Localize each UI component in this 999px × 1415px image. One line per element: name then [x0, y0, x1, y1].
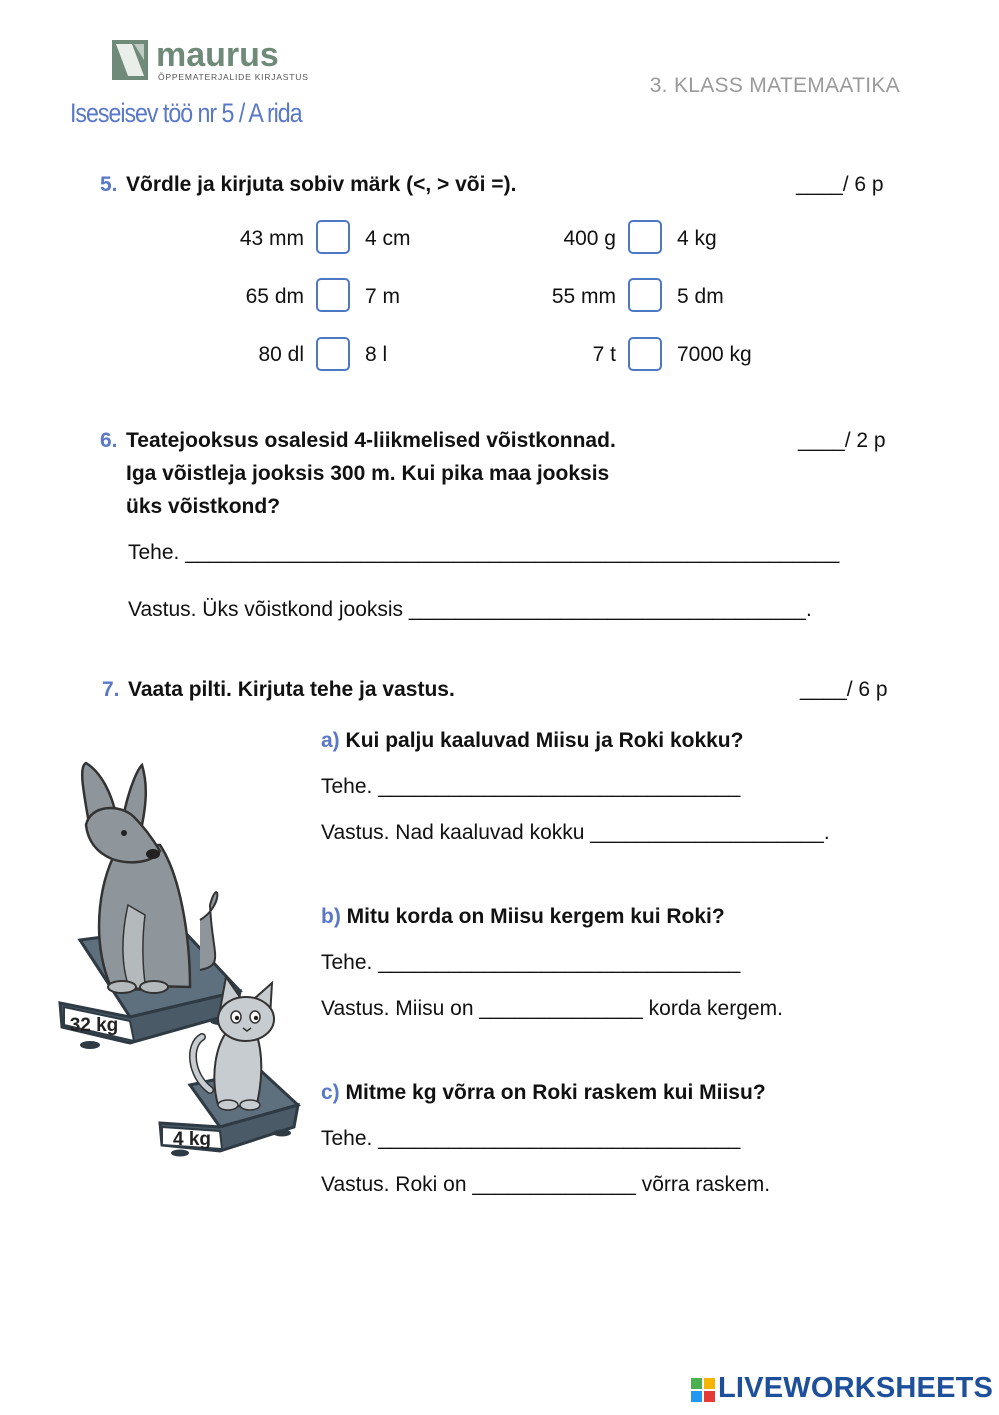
compare-left: 55 mm — [551, 285, 616, 308]
compare-right: 5 dm — [677, 285, 724, 308]
compare-answer-box[interactable] — [628, 278, 662, 312]
task7-number: 7. — [102, 678, 120, 701]
subject-label: 3. KLASS MATEMAATIKA — [649, 74, 900, 97]
compare-right: 8 l — [365, 343, 388, 366]
task7a-question-text: Kui palju kaaluvad Miisu ja Roki kokku? — [345, 729, 744, 752]
dog-and-cat-on-scales-illustration — [50, 755, 310, 1175]
liveworksheets-icon — [690, 1377, 716, 1403]
compare-right: 4 kg — [677, 227, 717, 250]
compare-right: 4 cm — [365, 227, 411, 250]
task7-points: ____/ 6 p — [800, 678, 888, 701]
task6-tehe-line[interactable]: Tehe. ________________________________________________________ — [128, 541, 840, 564]
compare-answer-box[interactable] — [316, 278, 350, 312]
task7a-letter: a) — [321, 729, 340, 752]
task6-number: 6. — [100, 429, 118, 452]
compare-answer-box[interactable] — [628, 220, 662, 254]
task7b-question — [321, 900, 725, 933]
task6-points: ____/ 2 p — [798, 429, 886, 452]
compare-left: 400 g — [563, 227, 616, 250]
task7c-tehe-line[interactable]: Tehe. _______________________________ — [321, 1127, 741, 1150]
compare-left: 80 dl — [258, 343, 304, 366]
task7b-tehe-line[interactable]: Tehe. _______________________________ — [321, 951, 741, 974]
task7b-letter: b) — [321, 905, 341, 928]
task7c-question-text: Mitme kg võrra on Roki raskem kui Miisu? — [345, 1081, 766, 1104]
compare-answer-box[interactable] — [316, 220, 350, 254]
task7b-question-text: Mitu korda on Miisu kergem kui Roki? — [346, 905, 725, 928]
task7a-tehe-line[interactable]: Tehe. _______________________________ — [321, 775, 741, 798]
compare-left: 43 mm — [239, 227, 304, 250]
liveworksheets-brand[interactable]: LIVEWORKSHEETS — [718, 1372, 994, 1404]
task7b-vastus-line[interactable]: Vastus. Miisu on ______________ korda kergem. — [321, 997, 783, 1020]
task5-points: ____/ 6 p — [796, 173, 884, 196]
compare-answer-box[interactable] — [628, 337, 662, 371]
compare-left: 65 dm — [245, 285, 304, 308]
task7-question: Vaata pilti. Kirjuta tehe ja vastus. — [128, 678, 455, 701]
task6-question-line: Teatejooksus osalesid 4-liikmelised võistkonnad. — [126, 429, 616, 452]
task6-question-line: Iga võistleja jooksis 300 m. Kui pika maa jooksis — [126, 462, 610, 485]
worksheet-title: Iseseisev töö nr 5 / A rida — [70, 98, 302, 128]
task7a-question — [321, 724, 743, 757]
compare-right: 7 m — [365, 285, 401, 308]
task7a-vastus-line[interactable]: Vastus. Nad kaaluvad kokku ____________________. — [321, 821, 830, 844]
task7c-vastus-line[interactable]: Vastus. Roki on ______________ võrra raskem. — [321, 1173, 771, 1196]
task6-vastus-line[interactable]: Vastus. Üks võistkond jooksis __________________________________. — [128, 598, 812, 621]
task5-number: 5. — [100, 173, 118, 196]
compare-right: 7000 kg — [677, 343, 752, 366]
task5-question: Võrdle ja kirjuta sobiv märk (<, > või =). — [126, 173, 517, 196]
task7c-letter: c) — [321, 1081, 340, 1104]
dog-weight-label: 32 kg — [69, 1015, 119, 1036]
task6-question-line: üks võistkond? — [126, 495, 281, 518]
compare-left: 7 t — [592, 343, 616, 366]
logo-tagline: ÕPPEMATERJALIDE KIRJASTUS — [158, 72, 309, 82]
maurus-logo — [108, 36, 338, 84]
logo-wordmark: maurus — [156, 36, 279, 74]
task7c-question — [321, 1076, 766, 1109]
cat-weight-label: 4 kg — [172, 1129, 212, 1150]
compare-answer-box[interactable] — [316, 337, 350, 371]
